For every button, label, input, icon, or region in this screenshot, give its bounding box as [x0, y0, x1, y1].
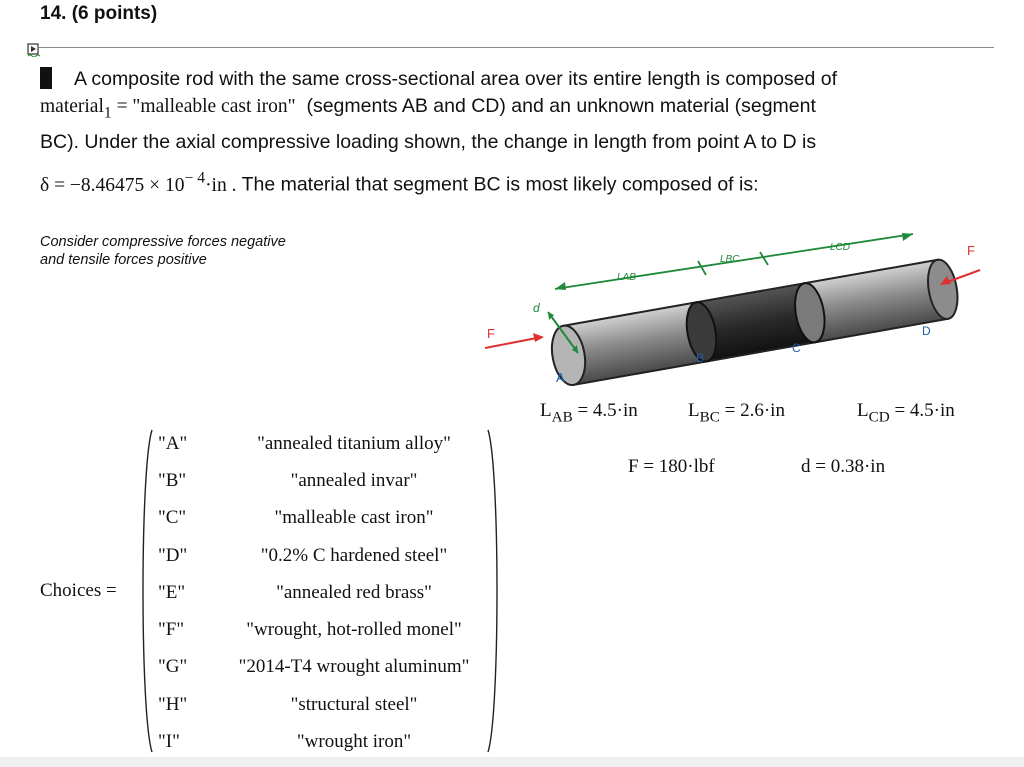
choice-key: "C": [158, 507, 187, 529]
length-bc-subscript: BC: [699, 408, 720, 426]
choice-key: "I": [158, 731, 180, 753]
delta-expression: [40, 169, 237, 196]
choice-value: "annealed titanium alloy": [257, 432, 451, 454]
problem-title: 14. (6 points): [40, 3, 158, 24]
label-lab: LAB: [617, 272, 636, 283]
length-cd-subscript: CD: [868, 408, 890, 426]
problem-line-4-text: The material that segment BC is most likely composed of is:: [241, 173, 759, 196]
dimension-arrow-end: [902, 233, 913, 241]
sign-convention-note: [40, 233, 286, 269]
choice-key: "E": [158, 581, 186, 603]
section-divider: [37, 47, 994, 48]
label-point-d: D: [922, 324, 931, 338]
region-marker-icon[interactable]: [27, 43, 41, 57]
choice-key: "A": [158, 432, 188, 454]
choice-row: [150, 574, 494, 611]
delta-unit: ·in .: [205, 174, 237, 196]
length-cd: [857, 400, 955, 426]
length-cd-value: = 4.5·in: [889, 400, 955, 421]
rod-diameter: d = 0.38·in: [801, 456, 886, 477]
dimension-tick-b: [698, 261, 706, 275]
choice-key: "F": [158, 619, 185, 641]
problem-line-2-text: (segments AB and CD) and an unknown material (segment: [306, 95, 816, 117]
problem-line-3: BC). Under the axial compressive loading shown, the change in length from point A to D is: [40, 131, 817, 153]
delta-value: δ = −8.46475 × 10: [40, 174, 185, 196]
length-ab-value: = 4.5·in: [572, 400, 638, 421]
choice-value: "structural steel": [290, 693, 418, 715]
choice-row: [150, 611, 494, 648]
length-cd-symbol: L: [857, 400, 869, 421]
rod-body: [548, 257, 962, 387]
material-word: material: [40, 96, 104, 117]
choice-row: [150, 686, 494, 723]
label-lbc: LBC: [720, 254, 740, 265]
choice-value: "0.2% C hardened steel": [260, 544, 448, 566]
choice-key: "D": [158, 544, 188, 566]
choice-value: "annealed invar": [290, 469, 418, 491]
text-cursor-block: [40, 67, 52, 89]
dimension-arrow-start: [555, 282, 566, 290]
length-bc-symbol: L: [688, 400, 700, 421]
force-arrowhead-left: [533, 333, 544, 342]
note-line-2: and tensile forces positive: [40, 252, 207, 268]
page-bottom-edge: [0, 757, 1024, 767]
dimension-tick-c: [760, 252, 768, 265]
choice-key: "B": [158, 469, 187, 491]
delta-exponent: − 4: [184, 169, 206, 186]
choice-value: "wrought, hot-rolled monel": [246, 619, 462, 641]
note-line-1: Consider compressive forces negative: [40, 234, 286, 250]
choice-value: "2014-T4 wrought aluminum": [238, 656, 470, 678]
choice-row: [150, 723, 494, 760]
choice-key: "H": [158, 693, 188, 715]
length-ab-symbol: L: [540, 400, 552, 421]
material-label: [40, 96, 296, 122]
length-ab: [540, 400, 638, 426]
choice-value: "annealed red brass": [276, 581, 432, 603]
label-lcd: LCD: [830, 242, 851, 253]
choice-value: "malleable cast iron": [274, 507, 434, 529]
label-force-right: F: [967, 243, 975, 258]
choices-matrix: [150, 425, 494, 761]
length-bc: [688, 400, 785, 426]
choice-key: "G": [158, 656, 188, 678]
length-bc-value: = 2.6·in: [719, 400, 785, 421]
label-point-b: B: [696, 351, 705, 365]
choice-row: [150, 537, 494, 574]
label-diameter-d: d: [533, 301, 540, 315]
choices-label: Choices =: [40, 580, 117, 601]
label-force-left: F: [487, 326, 495, 341]
choice-row: [150, 425, 494, 462]
choice-value: "wrought iron": [296, 731, 412, 753]
label-point-a: A: [556, 370, 565, 385]
applied-force: F = 180·lbf: [628, 456, 715, 477]
composite-rod-diagram: [470, 225, 1000, 395]
label-point-c: C: [792, 341, 801, 355]
material-value: = "malleable cast iron": [111, 96, 296, 117]
choice-row: [150, 462, 494, 499]
material-subscript: 1: [103, 104, 112, 122]
problem-line-2: [40, 94, 816, 125]
choice-row: [150, 649, 494, 686]
problem-line-4: [40, 166, 759, 198]
length-ab-subscript: AB: [551, 408, 573, 426]
problem-line-1: A composite rod with the same cross-sectional area over its entire length is composed of: [74, 68, 838, 90]
choice-row: [150, 500, 494, 537]
